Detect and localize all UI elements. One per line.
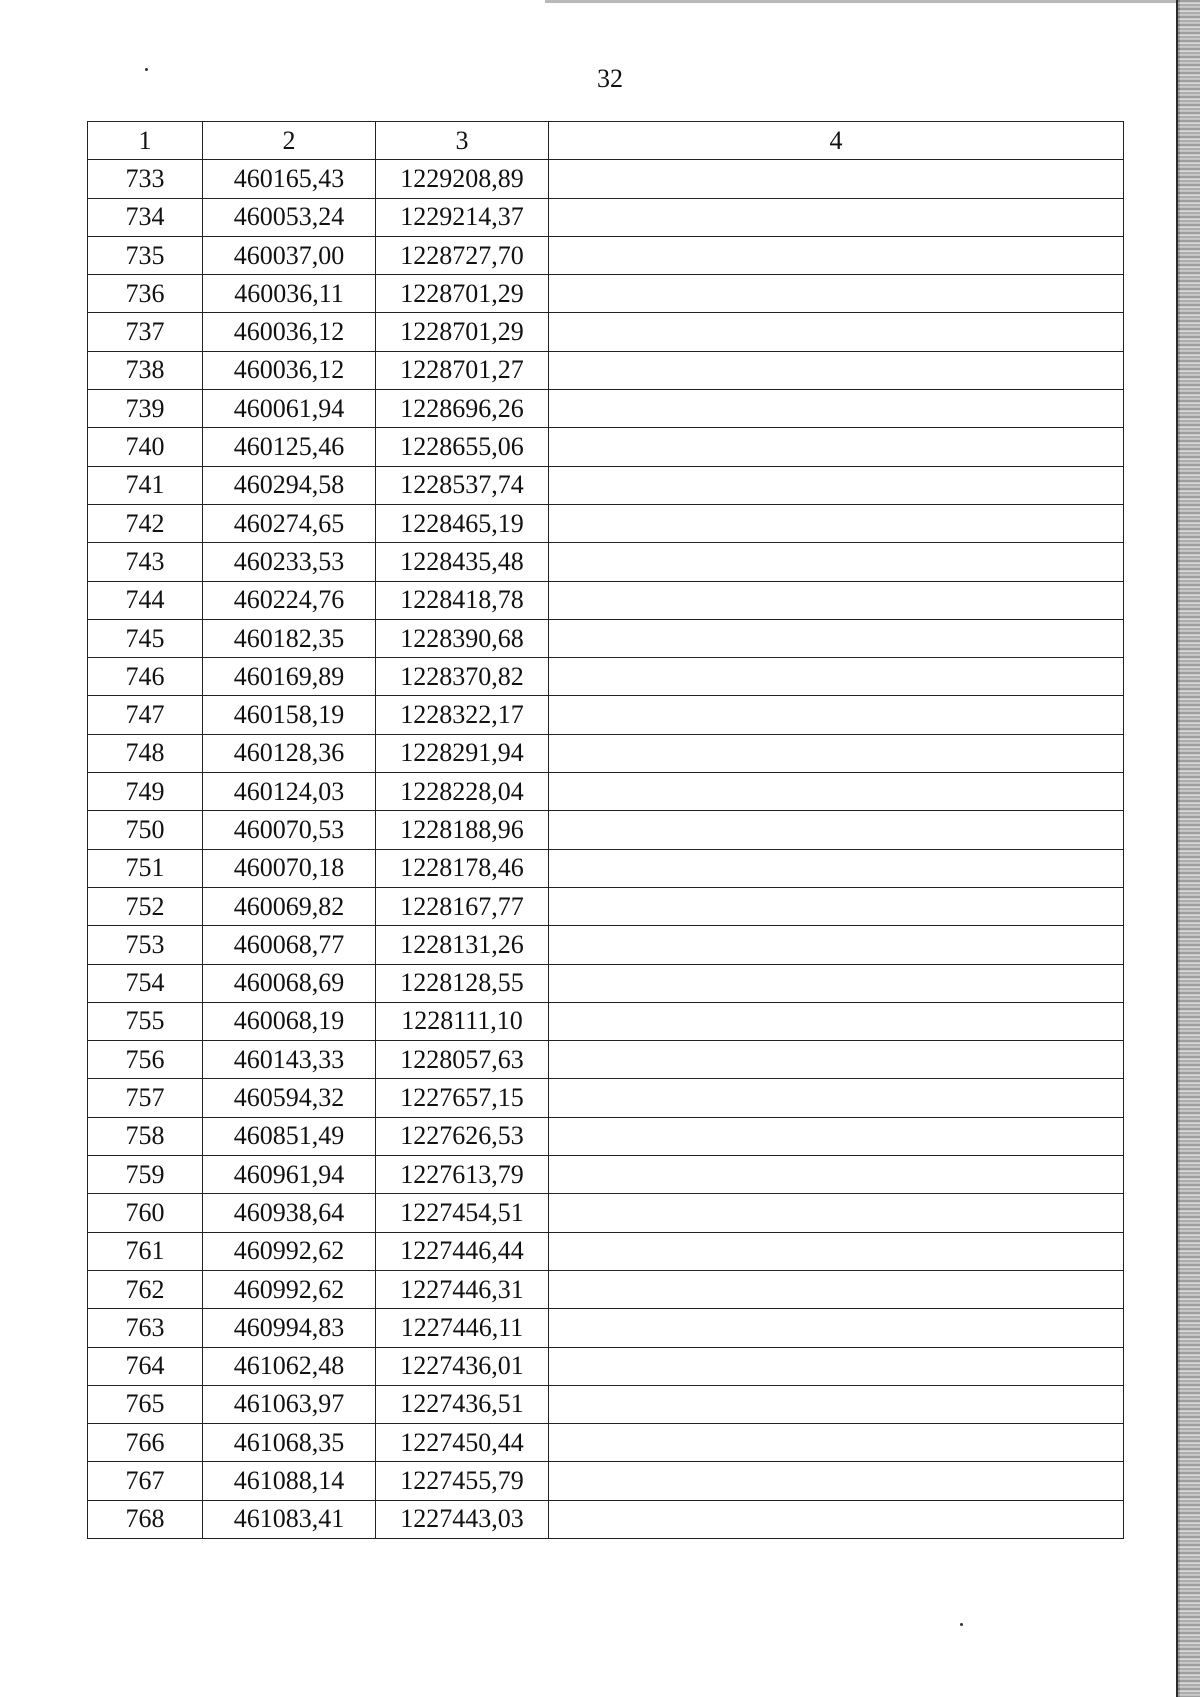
table-row [88, 1270, 1124, 1308]
table-row [88, 198, 1124, 236]
description-cell [549, 1041, 1124, 1079]
table-row [88, 236, 1124, 274]
x-coordinate-cell: 461068,35 [203, 1424, 376, 1462]
y-coordinate-cell: 1228537,74 [376, 466, 549, 504]
y-coordinate-cell: 1228370,82 [376, 658, 549, 696]
y-coordinate-cell: 1228131,26 [376, 926, 549, 964]
description-cell [549, 1309, 1124, 1347]
table-row [88, 466, 1124, 504]
table-row [88, 773, 1124, 811]
y-coordinate-cell: 1227436,01 [376, 1347, 549, 1385]
x-coordinate-cell: 460068,77 [203, 926, 376, 964]
description-cell [549, 581, 1124, 619]
y-coordinate-cell: 1227446,44 [376, 1232, 549, 1270]
table-row [88, 1424, 1124, 1462]
point-number-cell: 758 [88, 1117, 203, 1155]
x-coordinate-cell: 460994,83 [203, 1309, 376, 1347]
point-number-cell: 768 [88, 1500, 203, 1538]
x-coordinate-cell: 460992,62 [203, 1232, 376, 1270]
y-coordinate-cell: 1227626,53 [376, 1117, 549, 1155]
description-cell [549, 658, 1124, 696]
x-coordinate-cell: 460037,00 [203, 236, 376, 274]
x-coordinate-cell: 460961,94 [203, 1156, 376, 1194]
table-row [88, 1385, 1124, 1423]
point-number-cell: 757 [88, 1079, 203, 1117]
y-coordinate-cell: 1229208,89 [376, 160, 549, 198]
point-number-cell: 739 [88, 390, 203, 428]
description-cell [549, 236, 1124, 274]
description-cell [549, 1500, 1124, 1538]
point-number-cell: 759 [88, 1156, 203, 1194]
x-coordinate-cell: 460224,76 [203, 581, 376, 619]
coordinates-table [87, 121, 1124, 1539]
table-row [88, 1462, 1124, 1500]
x-coordinate-cell: 460233,53 [203, 543, 376, 581]
description-cell [549, 428, 1124, 466]
x-coordinate-cell: 460165,43 [203, 160, 376, 198]
y-coordinate-cell: 1228228,04 [376, 773, 549, 811]
table-row [88, 811, 1124, 849]
description-cell [549, 1002, 1124, 1040]
x-coordinate-cell: 460070,18 [203, 849, 376, 887]
y-coordinate-cell: 1227613,79 [376, 1156, 549, 1194]
scan-speck [960, 1623, 963, 1626]
table-row [88, 428, 1124, 466]
y-coordinate-cell: 1228057,63 [376, 1041, 549, 1079]
x-coordinate-cell: 460143,33 [203, 1041, 376, 1079]
point-number-cell: 735 [88, 236, 203, 274]
description-cell [549, 1117, 1124, 1155]
point-number-cell: 733 [88, 160, 203, 198]
point-number-cell: 737 [88, 313, 203, 351]
x-coordinate-cell: 460036,11 [203, 275, 376, 313]
table-row [88, 964, 1124, 1002]
y-coordinate-cell: 1228696,26 [376, 390, 549, 428]
x-coordinate-cell: 460938,64 [203, 1194, 376, 1232]
table-row [88, 926, 1124, 964]
description-cell [549, 964, 1124, 1002]
y-coordinate-cell: 1228418,78 [376, 581, 549, 619]
table-row [88, 543, 1124, 581]
table-row [88, 887, 1124, 925]
x-coordinate-cell: 460128,36 [203, 734, 376, 772]
y-coordinate-cell: 1228167,77 [376, 887, 549, 925]
y-coordinate-cell: 1228390,68 [376, 619, 549, 657]
x-coordinate-cell: 460070,53 [203, 811, 376, 849]
description-cell [549, 1270, 1124, 1308]
point-number-cell: 767 [88, 1462, 203, 1500]
column-header-2: 2 [203, 122, 376, 160]
table-row [88, 504, 1124, 542]
y-coordinate-cell: 1227455,79 [376, 1462, 549, 1500]
y-coordinate-cell: 1228701,29 [376, 275, 549, 313]
description-cell [549, 1385, 1124, 1423]
description-cell [549, 1462, 1124, 1500]
point-number-cell: 736 [88, 275, 203, 313]
table-header-row [88, 122, 1124, 160]
point-number-cell: 740 [88, 428, 203, 466]
y-coordinate-cell: 1227657,15 [376, 1079, 549, 1117]
y-coordinate-cell: 1228178,46 [376, 849, 549, 887]
table-row [88, 1347, 1124, 1385]
table-row [88, 160, 1124, 198]
point-number-cell: 734 [88, 198, 203, 236]
y-coordinate-cell: 1228291,94 [376, 734, 549, 772]
point-number-cell: 742 [88, 504, 203, 542]
scan-top-rule [545, 0, 1178, 3]
y-coordinate-cell: 1228111,10 [376, 1002, 549, 1040]
description-cell [549, 504, 1124, 542]
description-cell [549, 1194, 1124, 1232]
column-header-4: 4 [549, 122, 1124, 160]
x-coordinate-cell: 460294,58 [203, 466, 376, 504]
point-number-cell: 743 [88, 543, 203, 581]
x-coordinate-cell: 460036,12 [203, 351, 376, 389]
description-cell [549, 696, 1124, 734]
y-coordinate-cell: 1228727,70 [376, 236, 549, 274]
description-cell [549, 1232, 1124, 1270]
point-number-cell: 738 [88, 351, 203, 389]
description-cell [549, 849, 1124, 887]
page-number: 32 [597, 64, 623, 93]
x-coordinate-cell: 460274,65 [203, 504, 376, 542]
table-row [88, 581, 1124, 619]
table-row [88, 696, 1124, 734]
table-row [88, 1232, 1124, 1270]
table-row [88, 275, 1124, 313]
y-coordinate-cell: 1228322,17 [376, 696, 549, 734]
y-coordinate-cell: 1227450,44 [376, 1424, 549, 1462]
y-coordinate-cell: 1228701,29 [376, 313, 549, 351]
column-header-1: 1 [88, 122, 203, 160]
point-number-cell: 755 [88, 1002, 203, 1040]
description-cell [549, 390, 1124, 428]
table-row [88, 1309, 1124, 1347]
x-coordinate-cell: 461062,48 [203, 1347, 376, 1385]
x-coordinate-cell: 461088,14 [203, 1462, 376, 1500]
table-row [88, 1041, 1124, 1079]
x-coordinate-cell: 460125,46 [203, 428, 376, 466]
point-number-cell: 766 [88, 1424, 203, 1462]
description-cell [549, 275, 1124, 313]
x-coordinate-cell: 460036,12 [203, 313, 376, 351]
description-cell [549, 198, 1124, 236]
table-row [88, 1156, 1124, 1194]
point-number-cell: 741 [88, 466, 203, 504]
y-coordinate-cell: 1227446,11 [376, 1309, 549, 1347]
description-cell [549, 734, 1124, 772]
table-row [88, 1079, 1124, 1117]
description-cell [549, 160, 1124, 198]
x-coordinate-cell: 460992,62 [203, 1270, 376, 1308]
y-coordinate-cell: 1228435,48 [376, 543, 549, 581]
point-number-cell: 762 [88, 1270, 203, 1308]
table-row [88, 1500, 1124, 1538]
point-number-cell: 749 [88, 773, 203, 811]
description-cell [549, 543, 1124, 581]
table-row [88, 658, 1124, 696]
description-cell [549, 1424, 1124, 1462]
y-coordinate-cell: 1228701,27 [376, 351, 549, 389]
description-cell [549, 926, 1124, 964]
x-coordinate-cell: 460182,35 [203, 619, 376, 657]
y-coordinate-cell: 1228465,19 [376, 504, 549, 542]
table-row [88, 313, 1124, 351]
x-coordinate-cell: 460061,94 [203, 390, 376, 428]
point-number-cell: 765 [88, 1385, 203, 1423]
table-row [88, 1002, 1124, 1040]
table-body [88, 160, 1124, 1539]
y-coordinate-cell: 1227436,51 [376, 1385, 549, 1423]
scan-edge-shadow [1178, 0, 1200, 1697]
x-coordinate-cell: 460068,69 [203, 964, 376, 1002]
y-coordinate-cell: 1228128,55 [376, 964, 549, 1002]
description-cell [549, 1156, 1124, 1194]
x-coordinate-cell: 461063,97 [203, 1385, 376, 1423]
column-header-3: 3 [376, 122, 549, 160]
y-coordinate-cell: 1228655,06 [376, 428, 549, 466]
scan-speck [145, 68, 148, 71]
y-coordinate-cell: 1229214,37 [376, 198, 549, 236]
x-coordinate-cell: 460169,89 [203, 658, 376, 696]
x-coordinate-cell: 460069,82 [203, 887, 376, 925]
x-coordinate-cell: 460068,19 [203, 1002, 376, 1040]
point-number-cell: 761 [88, 1232, 203, 1270]
description-cell [549, 887, 1124, 925]
table-row [88, 351, 1124, 389]
point-number-cell: 744 [88, 581, 203, 619]
y-coordinate-cell: 1228188,96 [376, 811, 549, 849]
x-coordinate-cell: 461083,41 [203, 1500, 376, 1538]
y-coordinate-cell: 1227454,51 [376, 1194, 549, 1232]
point-number-cell: 750 [88, 811, 203, 849]
description-cell [549, 773, 1124, 811]
point-number-cell: 752 [88, 887, 203, 925]
point-number-cell: 745 [88, 619, 203, 657]
description-cell [549, 1347, 1124, 1385]
table-row [88, 390, 1124, 428]
description-cell [549, 619, 1124, 657]
point-number-cell: 760 [88, 1194, 203, 1232]
x-coordinate-cell: 460053,24 [203, 198, 376, 236]
description-cell [549, 466, 1124, 504]
y-coordinate-cell: 1227446,31 [376, 1270, 549, 1308]
table-row [88, 734, 1124, 772]
x-coordinate-cell: 460594,32 [203, 1079, 376, 1117]
description-cell [549, 1079, 1124, 1117]
x-coordinate-cell: 460124,03 [203, 773, 376, 811]
point-number-cell: 764 [88, 1347, 203, 1385]
point-number-cell: 756 [88, 1041, 203, 1079]
description-cell [549, 811, 1124, 849]
description-cell [549, 351, 1124, 389]
point-number-cell: 754 [88, 964, 203, 1002]
table-row [88, 619, 1124, 657]
table-row [88, 1194, 1124, 1232]
table-row [88, 849, 1124, 887]
x-coordinate-cell: 460158,19 [203, 696, 376, 734]
x-coordinate-cell: 460851,49 [203, 1117, 376, 1155]
point-number-cell: 746 [88, 658, 203, 696]
table-row [88, 1117, 1124, 1155]
point-number-cell: 748 [88, 734, 203, 772]
description-cell [549, 313, 1124, 351]
y-coordinate-cell: 1227443,03 [376, 1500, 549, 1538]
point-number-cell: 751 [88, 849, 203, 887]
point-number-cell: 747 [88, 696, 203, 734]
point-number-cell: 763 [88, 1309, 203, 1347]
point-number-cell: 753 [88, 926, 203, 964]
